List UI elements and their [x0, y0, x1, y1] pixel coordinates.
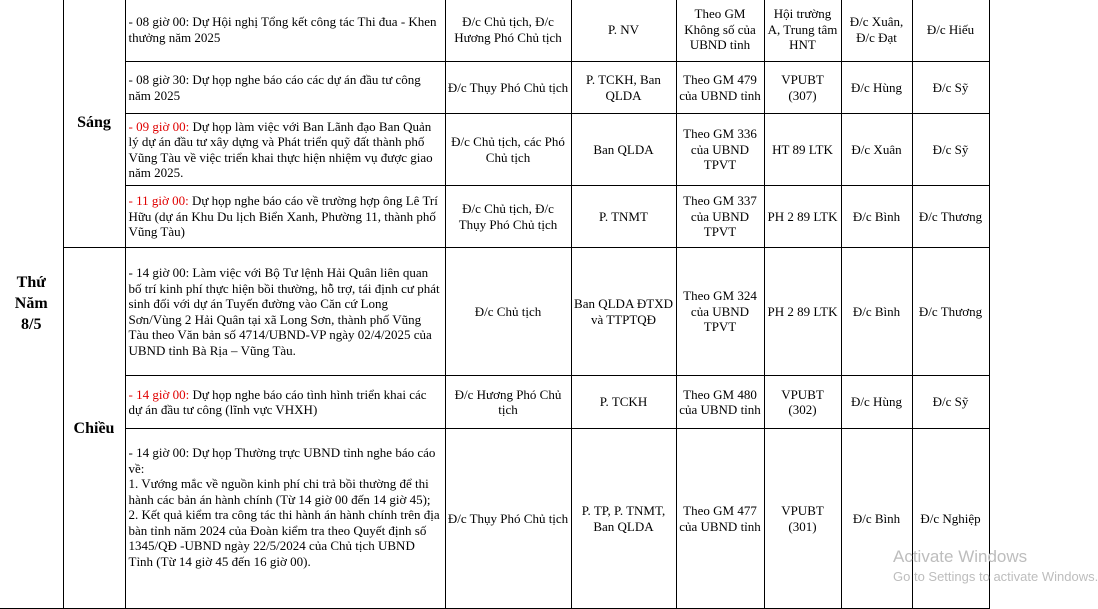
table-row: [0, 376, 989, 429]
venue-cell: HT 89 LTK: [764, 114, 841, 186]
venue-cell: Hội trường A, Trung tâm HNT: [764, 0, 841, 62]
venue-cell: PH 2 89 LTK: [764, 248, 841, 376]
event-time: - 11 giờ 00:: [128, 193, 189, 209]
prep-cell: Ban QLDA: [571, 114, 676, 186]
meeting-item-1: 1. Vướng mắc về nguồn kinh phí chi trả bồi thường để thi hành các bản án hành chính (Từ 14 giờ 00 đến 14 giờ 45);: [128, 476, 431, 507]
event-description: - 08 giờ 30: Dự họp nghe báo cáo các dự án đầu tư công năm 2025: [125, 62, 445, 114]
secretary-cell: Đ/c Thương: [912, 248, 989, 376]
host-cell: Đ/c Chủ tịch: [445, 248, 571, 376]
day-cell: [0, 0, 63, 609]
prep-cell: P. TNMT: [571, 186, 676, 248]
prep-cell: P. NV: [571, 0, 676, 62]
event-description: - 11 giờ 00: Dự họp nghe báo cáo về trường hợp ông Lê Trí Hữu (dự án Khu Du lịch Biển Xanh, Phường 11, thành phố Vũng Tàu): [125, 186, 445, 248]
host-cell: Đ/c Chủ tịch, Đ/c Hương Phó Chủ tịch: [445, 0, 571, 62]
doc-cell: Theo GM 480 của UBND tỉnh: [676, 376, 764, 429]
secretary-cell: Đ/c Nghiệp: [912, 429, 989, 609]
table-row: [0, 186, 989, 248]
event-time: - 09 giờ 00:: [128, 118, 190, 134]
secretary-cell: Đ/c Sỹ: [912, 62, 989, 114]
attendee-cell: Đ/c Bình: [841, 429, 912, 609]
host-cell: Đ/c Thụy Phó Chủ tịch: [445, 62, 571, 114]
secretary-cell: Đ/c Sỹ: [912, 114, 989, 186]
event-description: [125, 429, 445, 609]
watermark-subtitle: Go to Settings to activate Windows.: [893, 569, 1098, 584]
event-description: - 14 giờ 00: Dự họp nghe báo cáo tình hình triển khai các dự án đầu tư công (lĩnh vực VHXH): [125, 376, 445, 429]
event-time: - 14 giờ 00:: [128, 386, 190, 402]
prep-cell: P. TP, P. TNMT, Ban QLDA: [571, 429, 676, 609]
attendee-cell: Đ/c Hùng: [841, 376, 912, 429]
prep-cell: P. TCKH: [571, 376, 676, 429]
venue-cell: PH 2 89 LTK: [764, 186, 841, 248]
table-row: [0, 62, 989, 114]
doc-cell: Theo GM 324 của UBND TPVT: [676, 248, 764, 376]
table-row: [0, 0, 989, 62]
venue-cell: VPUBT (302): [764, 376, 841, 429]
venue-cell: VPUBT (307): [764, 62, 841, 114]
doc-cell: Theo GM Không số của UBND tỉnh: [676, 0, 764, 62]
doc-cell: Theo GM 477 của UBND tỉnh: [676, 429, 764, 609]
table-row: [0, 114, 989, 186]
meeting-intro: - 14 giờ 00: Dự họp Thường trực UBND tỉnh nghe báo cáo về:: [128, 445, 436, 476]
venue-cell: VPUBT (301): [764, 429, 841, 609]
attendee-cell: Đ/c Xuân, Đ/c Đạt: [841, 0, 912, 62]
event-description: - 09 giờ 00: Dự họp làm việc với Ban Lãnh đạo Ban Quản lý dự án đầu tư xây dựng và Phát triển quỹ đất thành phố Vũng Tàu về việc triển khai thực hiện nhiệm vụ được giao năm 2025.: [125, 114, 445, 186]
attendee-cell: Đ/c Bình: [841, 186, 912, 248]
event-description: - 14 giờ 00: Làm việc với Bộ Tư lệnh Hải Quân liên quan bố trí kinh phí thực hiện bồi thường, hỗ trợ, tái định cư phát sinh đối với dự án Tuyến đường vào Căn cứ Long Sơn/Vùng 2 Hải Quân tại xã Long Sơn, thành phố Vũng Tàu theo Văn bản số 4714/UBND-VP ngày 02/4/2025 của UBND tỉnh Bà Rịa – Vũng Tàu.: [125, 248, 445, 376]
secretary-cell: Đ/c Thương: [912, 186, 989, 248]
attendee-cell: Đ/c Hùng: [841, 62, 912, 114]
attendee-cell: Đ/c Xuân: [841, 114, 912, 186]
attendee-cell: Đ/c Bình: [841, 248, 912, 376]
day-line-3: 8/5: [21, 315, 42, 333]
doc-cell: Theo GM 336 của UBND TPVT: [676, 114, 764, 186]
prep-cell: P. TCKH, Ban QLDA: [571, 62, 676, 114]
secretary-cell: Đ/c Hiếu: [912, 0, 989, 62]
host-cell: Đ/c Hương Phó Chủ tịch: [445, 376, 571, 429]
table-row: [0, 248, 989, 376]
host-cell: Đ/c Thụy Phó Chủ tịch: [445, 429, 571, 609]
secretary-cell: Đ/c Sỹ: [912, 376, 989, 429]
day-line-1: Thứ: [16, 273, 46, 291]
prep-cell: Ban QLDA ĐTXD và TTPTQĐ: [571, 248, 676, 376]
host-cell: Đ/c Chủ tịch, các Phó Chủ tịch: [445, 114, 571, 186]
table-row: [0, 429, 989, 609]
watermark-title: Activate Windows: [893, 547, 1028, 566]
session-morning: Sáng: [63, 0, 125, 248]
day-line-2: Năm: [14, 294, 48, 312]
host-cell: Đ/c Chủ tịch, Đ/c Thụy Phó Chủ tịch: [445, 186, 571, 248]
doc-cell: Theo GM 337 của UBND TPVT: [676, 186, 764, 248]
doc-cell: Theo GM 479 của UBND tỉnh: [676, 62, 764, 114]
session-afternoon: Chiều: [63, 248, 125, 609]
event-description: - 08 giờ 00: Dự Hội nghị Tổng kết công tác Thi đua - Khen thưởng năm 2025: [125, 0, 445, 62]
meeting-item-2: 2. Kết quả kiểm tra công tác thi hành án hành chính trên địa bàn tỉnh năm 2024 của Đoàn kiểm tra theo Quyết định số 1345/QĐ -UBND ngày 22/5/2024 của Chủ tịch UBND Tỉnh (Từ 14 giờ 45 đến 16 giờ 00).: [128, 507, 440, 569]
